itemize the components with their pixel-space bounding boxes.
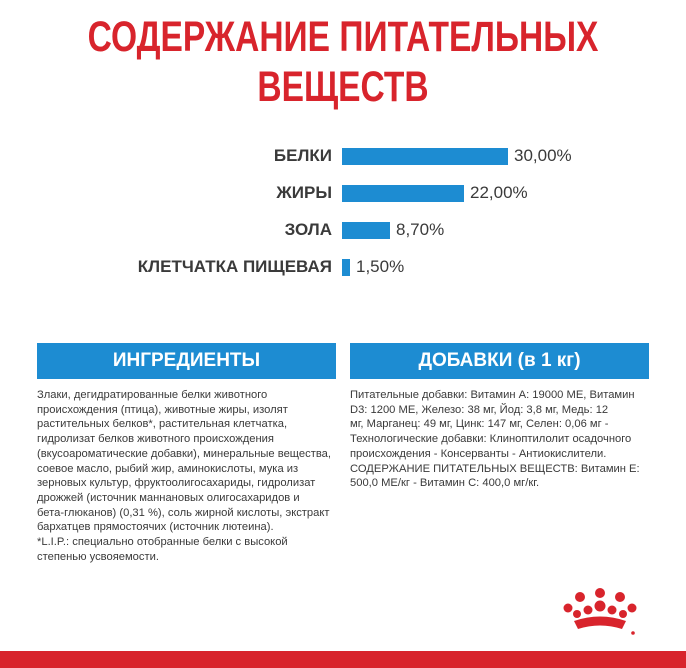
- chart-row: [0, 218, 686, 242]
- chart-value-label: 8,70%: [396, 220, 445, 239]
- chart-category-label: ЗОЛА: [284, 220, 332, 239]
- chart-bar: [342, 259, 350, 276]
- chart-bar: [342, 148, 508, 165]
- chart-bar: [342, 222, 390, 239]
- chart-row: [0, 144, 686, 168]
- additives-text: Питательные добавки: Витамин А: 19000 МЕ, Витамин D3: 1200 МЕ, Железо: 38 мг, Йод: 3,8 мг, Медь: 12 мг, Марганец: 49 мг, Цинк: 147 мг, Селен: 0,06 мг - Технологические добавки: Клиноптилолит осадочного происхождения - Консерванты - Антиокислители. СОДЕРЖАНИЕ ПИТАТЕЛЬНЫХ ВЕЩЕСТВ: Витамин Е: 500,0 МЕ/кг - Витамин С: 400,0 мг/кг.: [350, 389, 640, 490]
- footer-band: [0, 651, 686, 668]
- page-title: СОДЕРЖАНИЕ ПИТАТЕЛЬНЫХ ВЕЩЕСТВ: [87, 13, 599, 111]
- chart-bar: [342, 185, 464, 202]
- chart-value-label: 30,00%: [514, 146, 572, 165]
- chart-row: [0, 181, 686, 205]
- chart-value-label: 1,50%: [356, 257, 405, 276]
- ingredients-text: Злаки, дегидратированные белки животного происхождения (птица), животные жиры, изолят растительных белков*, растительная клетчатка, гидролизат белков животного происхождения (вкусоароматические добавки), минеральные вещества, соевое масло, рыбий жир, аминокислоты, мука из зерновых культур, фруктоолигосахариды, гидролизат дрожжей (источник маннановых олигосахаридов и бета-глюканов) (0,31 %), соль жирной кислоты, экстракт бархатцев прямостоячих (источник лютеина). *L.I.P.: специально отобранные белки с высокой степенью усвояемости.: [37, 389, 331, 563]
- additives-heading: ДОБАВКИ (в 1 кг): [350, 343, 649, 379]
- chart-category-label: БЕЛКИ: [273, 146, 332, 165]
- chart-row: [0, 255, 686, 279]
- nutrient-bar-chart: [0, 0, 686, 300]
- chart-category-label: КЛЕТЧАТКА ПИЩЕВАЯ: [137, 257, 332, 276]
- chart-value-label: 22,00%: [470, 183, 528, 202]
- crown-icon: [560, 588, 640, 638]
- chart-category-label: ЖИРЫ: [276, 183, 332, 202]
- ingredients-heading: ИНГРЕДИЕНТЫ: [37, 343, 336, 379]
